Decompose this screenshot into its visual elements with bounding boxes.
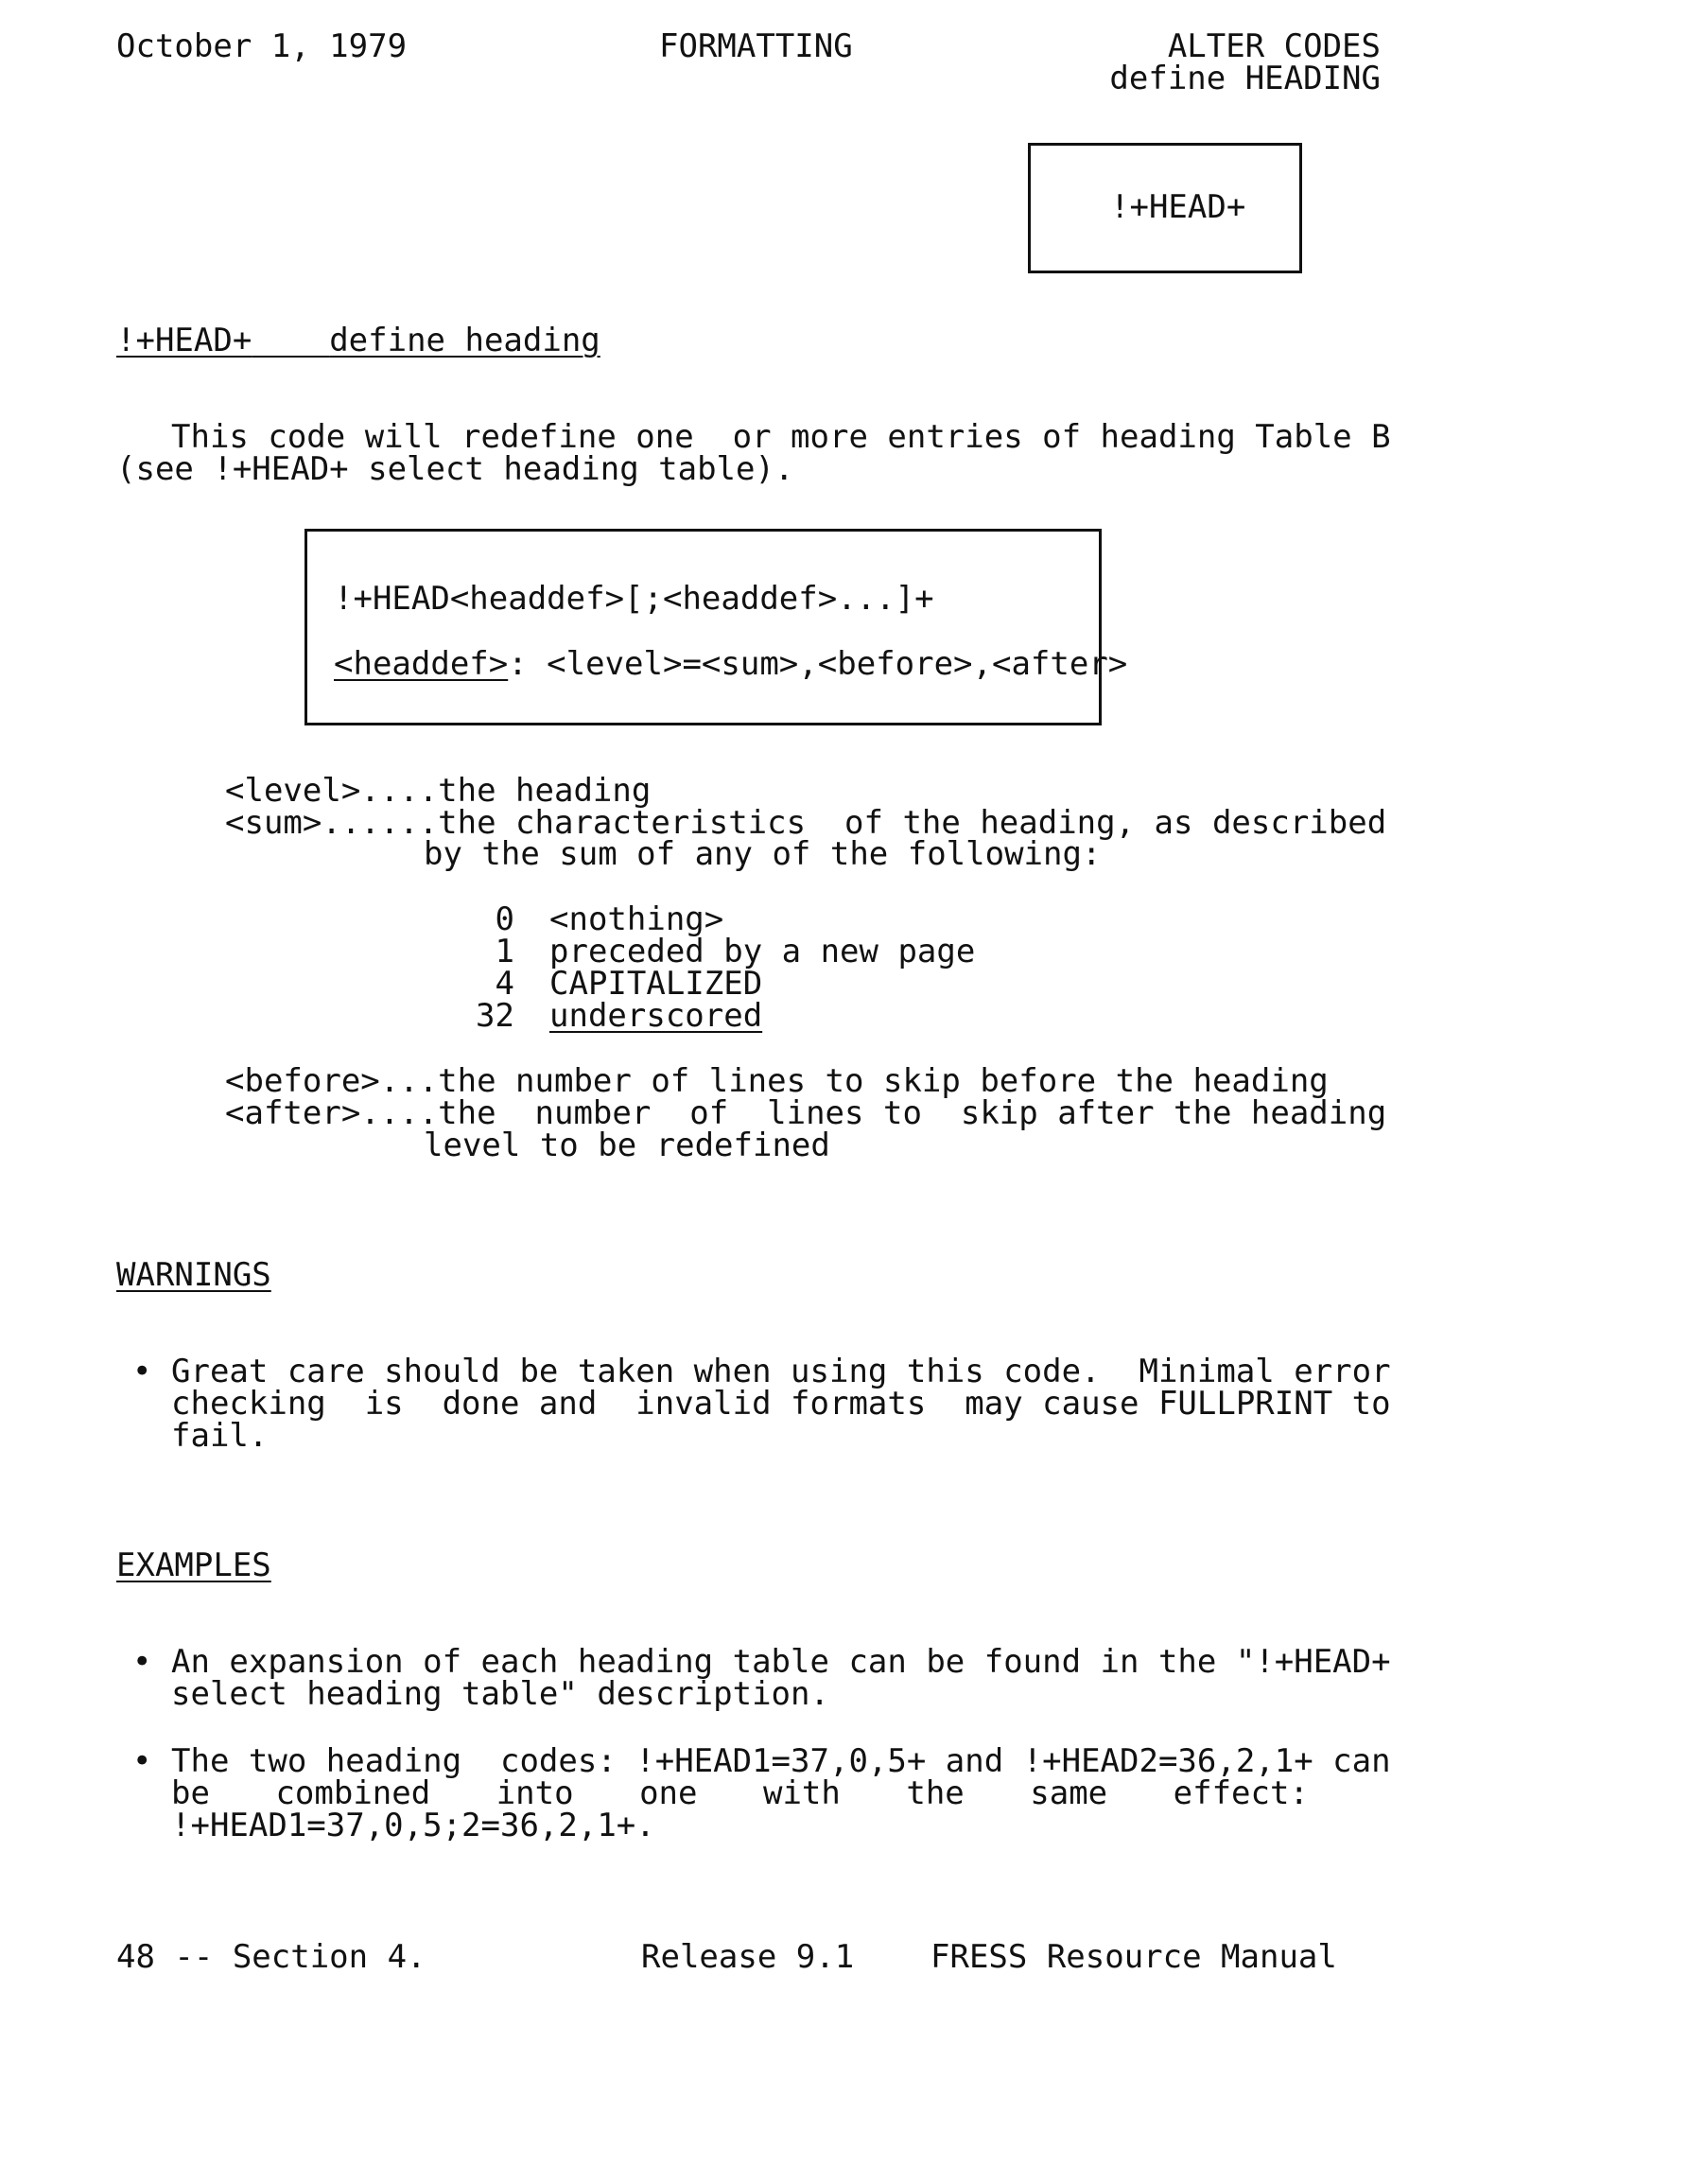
- footer-manual-title: FRESS Resource Manual: [930, 1938, 1337, 1976]
- example-2-line-1: The two heading codes: !+HEAD1=37,0,5+ and !+HEAD2=36,2,1+ can: [171, 1742, 1391, 1780]
- code-desc-underscored: underscored: [549, 997, 763, 1035]
- warning-line-3: fail.: [171, 1417, 269, 1455]
- def-sum-line-2: by the sum of any of the following:: [424, 835, 1102, 873]
- header-date: October 1, 1979: [116, 27, 408, 65]
- def-level: <level>....the heading: [225, 772, 652, 810]
- syntax-definition: : <level>=<sum>,<before>,<after>: [508, 645, 1128, 683]
- syntax-box: [304, 529, 1128, 725]
- example-2-word: the: [906, 1774, 965, 1812]
- example-1-line-1: An expansion of each heading table can be found in the "!+HEAD+: [171, 1643, 1391, 1681]
- code-box-label: !+HEAD+: [1110, 188, 1246, 226]
- syntax-line-2: [334, 645, 1128, 683]
- example-2-line-3: !+HEAD1=37,0,5;2=36,2,1+.: [171, 1807, 655, 1844]
- code-num: 4: [495, 965, 514, 1003]
- example-2-word: combined: [275, 1774, 431, 1812]
- code-num: 1: [495, 933, 514, 970]
- footer-release: Release 9.1: [641, 1938, 855, 1976]
- example-2-word: effect:: [1173, 1774, 1309, 1812]
- example-2-line-2: [171, 1774, 1309, 1812]
- bullet-icon: •: [132, 1353, 152, 1390]
- bullet-icon: •: [132, 1643, 152, 1681]
- def-after-line-2: level to be redefined: [424, 1127, 830, 1164]
- header-right-line1: ALTER CODES: [1167, 27, 1381, 65]
- code-num: 32: [476, 997, 514, 1035]
- footer-page: 48 -- Section 4.: [116, 1938, 426, 1976]
- def-after-line-1: <after>....the number of lines to skip after the heading: [225, 1094, 1387, 1132]
- section-title: [116, 324, 600, 357]
- code-box: [1028, 143, 1302, 273]
- example-2-word: one: [639, 1774, 698, 1812]
- syntax-term: <headdef>: [334, 645, 509, 683]
- header-section: FORMATTING: [659, 27, 853, 65]
- bullet-icon: •: [132, 1742, 152, 1780]
- code-num: 0: [495, 900, 514, 938]
- examples-heading: EXAMPLES: [116, 1546, 271, 1584]
- intro-line-2: (see !+HEAD+ select heading table).: [116, 450, 794, 488]
- code-desc: preceded by a new page: [549, 933, 976, 970]
- warning-line-1: Great care should be taken when using this code. Minimal error: [171, 1353, 1391, 1390]
- example-1-line-2: select heading table" description.: [171, 1675, 829, 1713]
- syntax-line-1: !+HEAD<headdef>[;<headdef>...]+: [334, 580, 934, 618]
- example-2-word: with: [762, 1774, 841, 1812]
- example-2-word: be: [171, 1774, 210, 1812]
- title-text: define heading: [329, 322, 600, 359]
- example-2-word: same: [1030, 1774, 1108, 1812]
- intro-line-1: This code will redefine one or more entries of heading Table B: [171, 418, 1391, 456]
- example-2-word: into: [496, 1774, 574, 1812]
- warning-line-2: checking is done and invalid formats may cause FULLPRINT to: [171, 1385, 1391, 1423]
- code-desc: <nothing>: [549, 900, 724, 938]
- def-before: <before>...the number of lines to skip before the heading: [225, 1062, 1329, 1100]
- code-desc: CAPITALIZED: [549, 965, 763, 1003]
- header-right-line2: define HEADING: [1109, 60, 1381, 97]
- title-code: !+HEAD+: [116, 322, 252, 359]
- warnings-heading: WARNINGS: [116, 1256, 271, 1294]
- def-sum-line-1: <sum>......the characteristics of the heading, as described: [225, 804, 1387, 842]
